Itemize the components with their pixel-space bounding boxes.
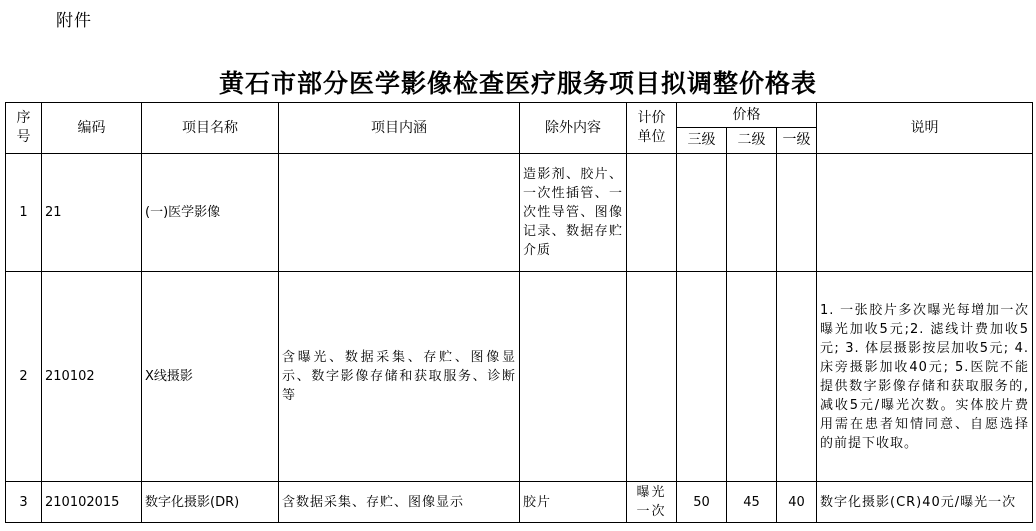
- cell-price-level3: [677, 154, 727, 272]
- cell-price-level2: [727, 154, 777, 272]
- header-row-top: [6, 103, 1033, 128]
- cell-content: [279, 154, 520, 272]
- header-unit: 计价单位: [627, 103, 677, 154]
- header-price-level3: 三级: [677, 128, 727, 154]
- cell-unit: [627, 272, 677, 482]
- table-row: [6, 272, 1033, 482]
- cell-seq: 3: [6, 482, 42, 523]
- header-name: 项目名称: [142, 103, 279, 154]
- header-exclusions: 除外内容: [520, 103, 627, 154]
- cell-name: X线摄影: [142, 272, 279, 482]
- cell-exclusions: 胶片: [520, 482, 627, 523]
- cell-unit: 曝光一次: [627, 482, 677, 523]
- cell-exclusions: [520, 272, 627, 482]
- cell-content: 含数据采集、存贮、图像显示: [279, 482, 520, 523]
- header-price-level2: 二级: [727, 128, 777, 154]
- cell-seq: 2: [6, 272, 42, 482]
- cell-seq: 1: [6, 154, 42, 272]
- cell-price-level3: [677, 272, 727, 482]
- cell-remarks: 1. 一张胶片多次曝光每增加一次曝光加收5元;2. 滤线计费加收5元; 3. 体层摄影按层加收5元; 4.床旁摄影加收40元; 5.医院不能提供数字影像存储和获取服务的, 减收5元/曝光次数。实体胶片费用需在患者知情同意、自愿选择的前提下收取。: [817, 272, 1033, 482]
- cell-price-level3: 50: [677, 482, 727, 523]
- cell-remarks: [817, 154, 1033, 272]
- table-row: [6, 482, 1033, 523]
- header-price-group: 价格: [677, 103, 817, 128]
- cell-remarks: 数字化摄影(CR)40元/曝光一次: [817, 482, 1033, 523]
- header-remarks: 说明: [817, 103, 1033, 154]
- cell-name: 数字化摄影(DR): [142, 482, 279, 523]
- cell-price-level1: 40: [777, 482, 817, 523]
- cell-price-level1: [777, 154, 817, 272]
- attachment-label: 附件: [56, 11, 92, 31]
- header-code: 编码: [42, 103, 142, 154]
- cell-code: 210102: [42, 272, 142, 482]
- cell-content: 含曝光、数据采集、存贮、图像显示、数字影像存储和获取服务、诊断等: [279, 272, 520, 482]
- table-row: [6, 154, 1033, 272]
- price-table: [5, 102, 1033, 523]
- cell-unit: [627, 154, 677, 272]
- header-price-level1: 一级: [777, 128, 817, 154]
- cell-code: 21: [42, 154, 142, 272]
- document-title: 黄石市部分医学影像检查医疗服务项目拟调整价格表: [218, 69, 817, 98]
- header-content: 项目内涵: [279, 103, 520, 154]
- cell-name: (一)医学影像: [142, 154, 279, 272]
- cell-price-level1: [777, 272, 817, 482]
- cell-price-level2: [727, 272, 777, 482]
- cell-code: 210102015: [42, 482, 142, 523]
- header-seq: 序号: [6, 103, 42, 154]
- cell-price-level2: 45: [727, 482, 777, 523]
- cell-exclusions: 造影剂、胶片、一次性插管、一次性导管、图像记录、数据存贮介质: [520, 154, 627, 272]
